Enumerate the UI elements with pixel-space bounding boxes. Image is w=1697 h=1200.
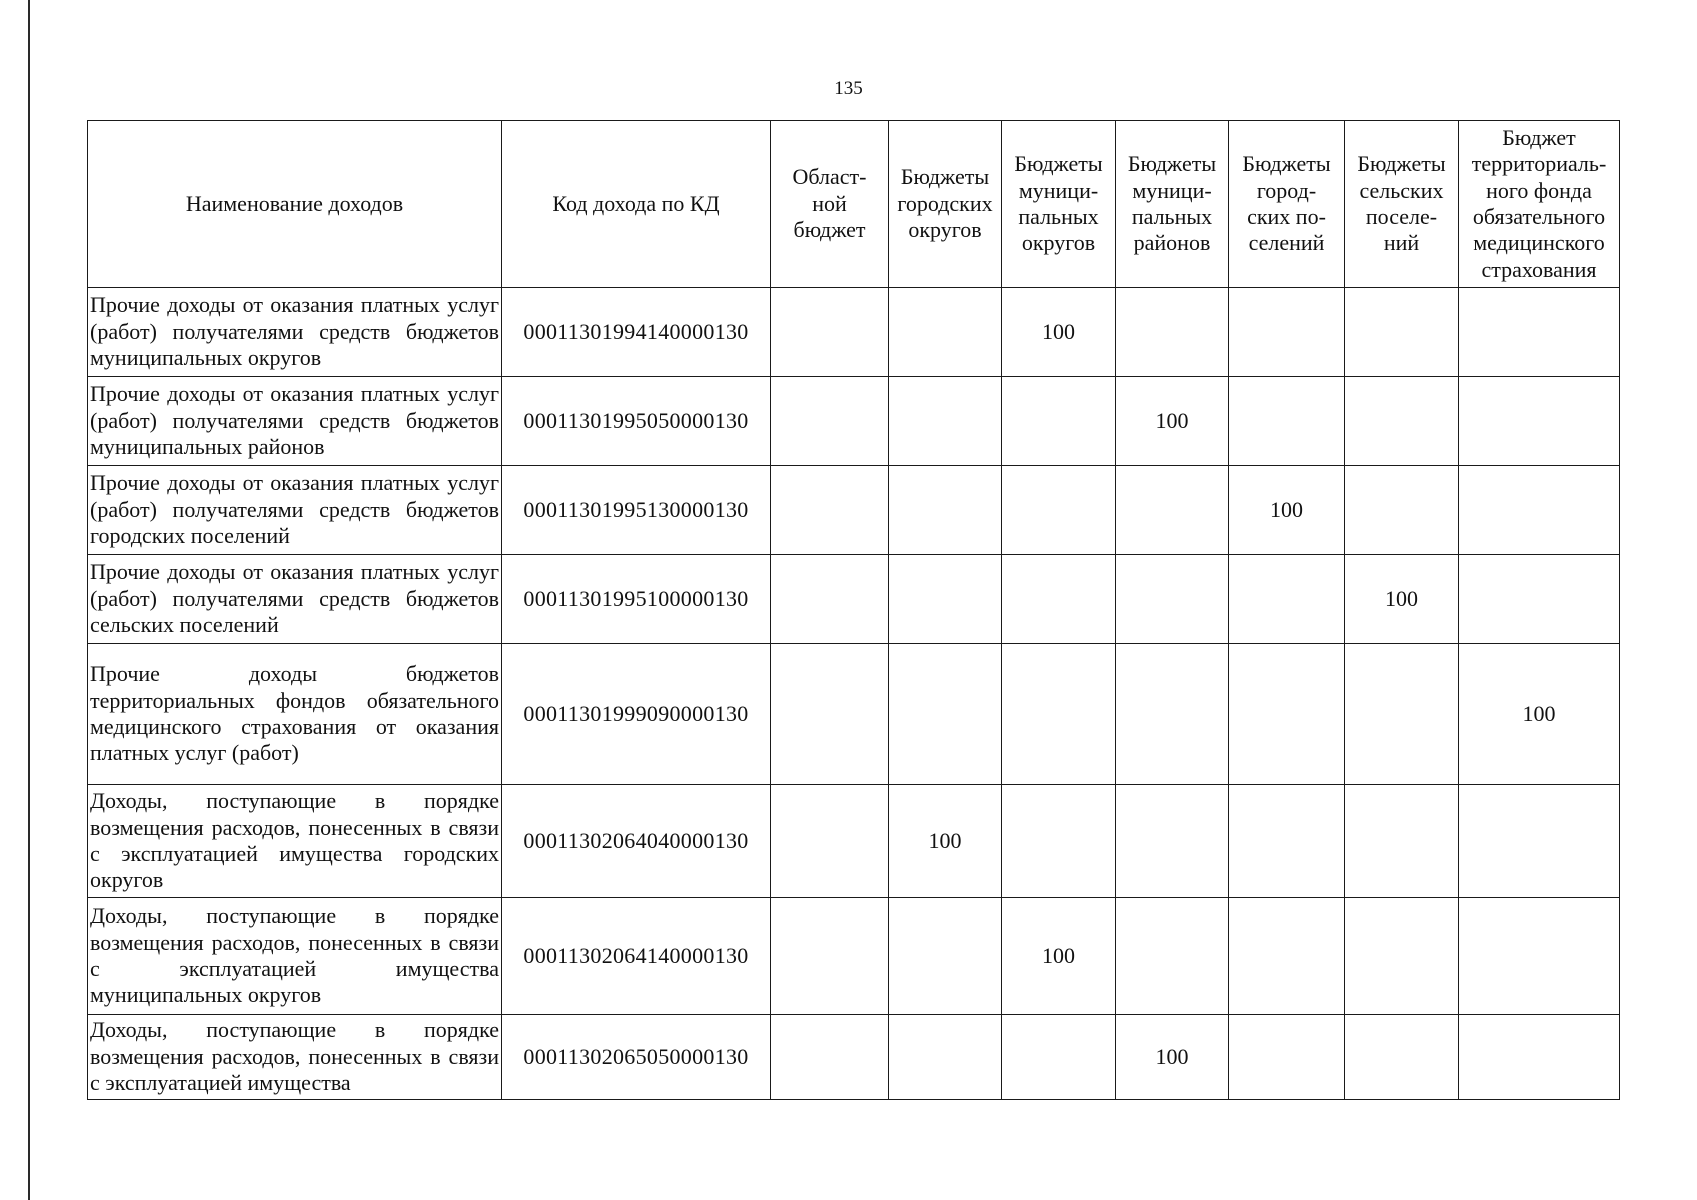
table-row [88,898,1620,1015]
value-cell [889,466,1002,555]
header-label: Бюджеты городских округов [897,164,993,243]
header-label: Наименование доходов [185,190,404,216]
header-medical-insurance-fund-budget [1459,121,1620,288]
value-cell [1229,288,1345,377]
value-cell [889,898,1002,1015]
revenue-name-cell: Прочие доходы от оказания платных услуг (работ) получателями средств бюджетов муниципальных округов [88,288,502,377]
header-revenue-name [88,121,502,288]
value-cell [1229,377,1345,466]
value-cell [1459,288,1620,377]
value-cell [1345,377,1459,466]
value-cell [1229,555,1345,644]
revenue-code-cell: 00011301995100000130 [502,555,771,644]
value-cell [889,555,1002,644]
value-cell [1459,785,1620,898]
value-cell [1002,377,1116,466]
revenue-code-cell: 00011301995130000130 [502,466,771,555]
value-cell: 100 [1002,288,1116,377]
value-cell: 100 [1459,644,1620,785]
value-cell [771,288,889,377]
revenue-name-cell: Прочие доходы бюджетов территориальных фондов обязательного медицинского страхования от оказания платных услуг (работ) [88,644,502,785]
header-revenue-code [502,121,771,288]
header-label: Бюджеты муници- пальных округов [1014,151,1103,256]
value-cell: 100 [889,785,1002,898]
page-number: 135 [834,78,863,99]
value-cell: 100 [1116,1015,1229,1100]
value-cell [1116,466,1229,555]
revenue-distribution-table [87,120,1620,1100]
revenue-name-cell: Прочие доходы от оказания платных услуг (работ) получателями средств бюджетов городских поселений [88,466,502,555]
value-cell [1459,898,1620,1015]
table-row [88,644,1620,785]
value-cell [1345,1015,1459,1100]
header-regional-budget [771,121,889,288]
table-row [88,377,1620,466]
revenue-code-cell: 00011301999090000130 [502,644,771,785]
header-label: Област- ной бюджет [792,164,867,243]
value-cell: 100 [1345,555,1459,644]
value-cell [771,644,889,785]
value-cell: 100 [1116,377,1229,466]
header-municipal-area-budgets [1116,121,1229,288]
value-cell [771,898,889,1015]
value-cell [1345,644,1459,785]
value-cell [1002,466,1116,555]
value-cell [1345,898,1459,1015]
value-cell [1229,644,1345,785]
revenue-code-cell: 00011302064140000130 [502,898,771,1015]
revenue-name-cell: Прочие доходы от оказания платных услуг (работ) получателями средств бюджетов сельских поселений [88,555,502,644]
value-cell [1459,555,1620,644]
header-urban-settlement-budgets [1229,121,1345,288]
value-cell [1345,785,1459,898]
value-cell [889,377,1002,466]
value-cell [1002,555,1116,644]
value-cell [771,377,889,466]
header-label: Бюджеты сельских поселе- ний [1357,151,1446,256]
revenue-code-cell: 00011301994140000130 [502,288,771,377]
value-cell [1116,288,1229,377]
header-city-district-budgets [889,121,1002,288]
value-cell [1116,785,1229,898]
value-cell [771,785,889,898]
revenue-name-cell: Прочие доходы от оказания платных услуг (работ) получателями средств бюджетов муниципальных районов [88,377,502,466]
header-label: Бюджеты город- ских по- селений [1242,151,1331,256]
value-cell [1459,1015,1620,1100]
value-cell [1116,555,1229,644]
header-label: Код дохода по КД [552,190,720,216]
value-cell [1345,466,1459,555]
value-cell [889,1015,1002,1100]
header-municipal-district-budgets [1002,121,1116,288]
revenue-name-cell: Доходы, поступающие в порядке возмещения расходов, понесенных в связи с эксплуатацией имущества городских округов [88,785,502,898]
header-label: Бюджет территориаль- ного фонда обязательного медицинского страхования [1471,124,1607,282]
value-cell: 100 [1229,466,1345,555]
revenue-code-cell: 00011302064040000130 [502,785,771,898]
value-cell [889,288,1002,377]
table-row [88,785,1620,898]
value-cell [1459,377,1620,466]
header-rural-settlement-budgets [1345,121,1459,288]
table-row [88,466,1620,555]
value-cell [889,644,1002,785]
value-cell [771,555,889,644]
binding-line [28,0,30,1200]
value-cell [1229,1015,1345,1100]
header-label: Бюджеты муници- пальных районов [1127,151,1217,256]
value-cell: 100 [1002,898,1116,1015]
value-cell [1345,288,1459,377]
value-cell [1002,644,1116,785]
revenue-code-cell: 00011302065050000130 [502,1015,771,1100]
value-cell [1116,898,1229,1015]
value-cell [771,466,889,555]
revenue-code-cell: 00011301995050000130 [502,377,771,466]
value-cell [1229,898,1345,1015]
table-header-row [88,121,1620,288]
value-cell [1229,785,1345,898]
table-row [88,555,1620,644]
value-cell [771,1015,889,1100]
value-cell [1116,644,1229,785]
table-row [88,1015,1620,1100]
revenue-name-cell: Доходы, поступающие в порядке возмещения расходов, понесенных в связи с эксплуатацией имущества [88,1015,502,1100]
value-cell [1459,466,1620,555]
value-cell [1002,785,1116,898]
revenue-name-cell: Доходы, поступающие в порядке возмещения расходов, понесенных в связи с эксплуатацией имущества муниципальных округов [88,898,502,1015]
table-row [88,288,1620,377]
value-cell [1002,1015,1116,1100]
